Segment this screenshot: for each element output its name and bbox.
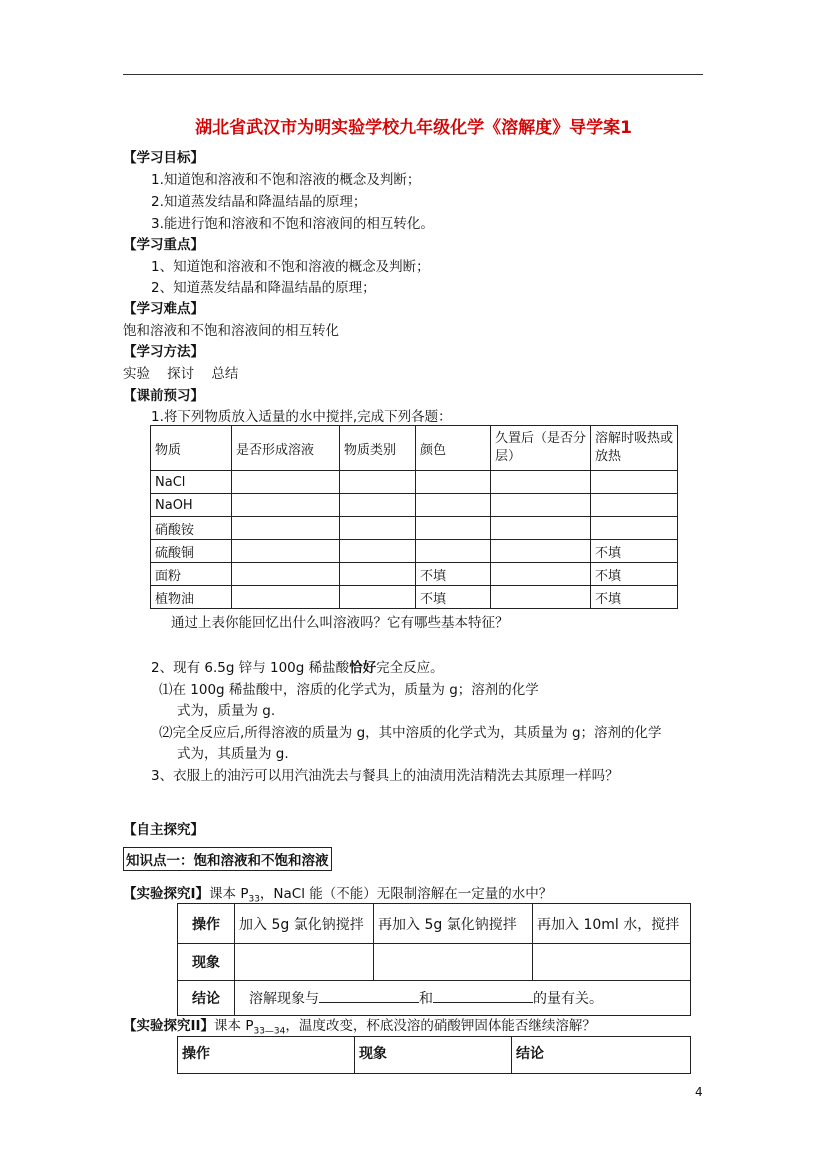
preview-question-2 [151,656,444,676]
table-cell [232,563,340,586]
table-header-cell: 操作 [178,1037,355,1074]
table-cell [491,494,591,517]
goal-item: 2.知道蒸发结晶和降温结晶的原理； [151,194,367,210]
row-label: 操作 [178,904,235,944]
table-cell [416,471,491,494]
fill-blank [319,989,419,1003]
experiment-text: 课本 P [214,1018,254,1034]
table-cell [232,471,340,494]
table-cell [232,586,340,609]
table-header-cell: 物质 [151,426,232,471]
header-cell-text: 久置后（是否分层） [495,431,587,464]
experiment-2-table [177,1036,691,1074]
table-cell: 再加入 5g 氯化钠搅拌 [374,904,533,944]
table-cell [491,471,591,494]
conclusion-cell [235,981,691,1016]
q2-part1: ⑴在 100g 稀盐酸中，溶质的化学式为，质量为 g；溶剂的化学 [159,682,539,698]
table-cell [340,586,416,609]
table-cell: 植物油 [151,586,232,609]
conclusion-text: 溶解现象与 [249,991,319,1007]
table-cell: 不填 [591,586,678,609]
table-cell [491,563,591,586]
table-header-cell: 颜色 [416,426,491,471]
table-header-cell: 物质类别 [340,426,416,471]
table-cell: 硝酸铵 [151,517,232,540]
table-cell: NaOH [151,494,232,517]
experiment-text: ，温度改变，杯底没溶的硝酸钾固体能否继续溶解？ [285,1018,596,1034]
experiment-text: 课本 P [209,886,249,902]
table-cell [491,517,591,540]
table-row [178,904,691,944]
table-cell [591,494,678,517]
table-cell [235,944,374,981]
table-header-cell: 是否形成溶液 [232,426,340,471]
table-row [151,494,678,517]
table-cell: 不填 [416,563,491,586]
q2-text: 2、现有 6.5g 锌与 100g 稀盐酸 [151,660,350,676]
table-row [151,471,678,494]
table-row [151,517,678,540]
conclusion-text: 的量有关。 [533,991,603,1007]
table-cell [491,586,591,609]
page-title: 湖北省武汉市为明实验学校九年级化学《溶解度》导学案1 [195,118,632,138]
keypoints-heading: 【学习重点】 [123,237,204,253]
table-header-cell: 结论 [512,1037,691,1074]
table-row [151,586,678,609]
table-cell: 不填 [591,563,678,586]
q2-text: 完全反应。 [376,660,444,676]
header-rule [123,74,703,75]
table-cell [232,517,340,540]
table-cell [416,517,491,540]
table-cell [416,494,491,517]
experiment-1-prompt [123,882,552,905]
table-cell [340,494,416,517]
goal-item: 3.能进行饱和溶液和不饱和溶液间的相互转化。 [151,216,434,232]
goal-item: 1.知道饱和溶液和不饱和溶液的概念及判断； [151,172,421,188]
q2-part1-cont: 式为，质量为 g. [177,703,276,719]
row-label: 结论 [178,981,235,1016]
keypoint-item: 1、知道饱和溶液和不饱和溶液的概念及判断； [151,259,430,275]
q2-part2-cont: 式为，其质量为 g. [177,746,289,762]
fill-blank [433,989,533,1003]
table-cell: 再加入 10ml 水，搅拌 [533,904,691,944]
table-header-row [151,426,678,471]
table-cell: 不填 [416,586,491,609]
keypoint-item: 2、知道蒸发结晶和降温结晶的原理； [151,280,376,296]
preview-heading: 【课前预习】 [123,388,204,404]
experiment-label: 【实验探究II】 [123,1018,215,1034]
table-cell [491,540,591,563]
table-row [151,563,678,586]
substance-table [150,425,678,609]
table-cell [340,540,416,563]
table-row [178,981,691,1016]
page-number: 4 [695,1085,703,1099]
table-cell: NaCl [151,471,232,494]
table-cell [340,517,416,540]
table-header-row [178,1037,691,1074]
table-cell [591,471,678,494]
preview-question-1: 1.将下列物质放入适量的水中搅拌,完成下列各题： [151,409,452,425]
table-header-cell: 现象 [355,1037,512,1074]
difficulty-heading: 【学习难点】 [123,301,204,317]
table-header-cell [491,426,591,471]
experiment-2-prompt [123,1014,596,1037]
table-cell [533,944,691,981]
conclusion-text: 和 [419,991,433,1007]
table-cell: 面粉 [151,563,232,586]
table-cell: 硫酸铜 [151,540,232,563]
page-subscript: 33—34 [253,1026,286,1037]
method-text: 实验 探讨 总结 [123,366,239,382]
table-cell [591,517,678,540]
table-cell: 不填 [591,540,678,563]
experiment-label: 【实验探究Ⅰ】 [123,886,210,902]
table-cell [340,563,416,586]
method-heading: 【学习方法】 [123,344,204,360]
goals-heading: 【学习目标】 [123,150,204,166]
experiment-1-table [177,903,691,1016]
table-cell: 加入 5g 氯化钠搅拌 [235,904,374,944]
table-row [178,944,691,981]
table-cell [340,471,416,494]
table-cell [232,540,340,563]
preview-followup: 通过上表你能回忆出什么叫溶液吗？它有哪些基本特征？ [171,615,509,631]
difficulty-text: 饱和溶液和不饱和溶液间的相互转化 [123,323,339,339]
row-label: 现象 [178,944,235,981]
experiment-text: ，NaCl 能（不能）无限制溶解在一定量的水中？ [259,886,553,902]
table-cell [374,944,533,981]
table-cell [232,494,340,517]
explore-heading: 【自主探究】 [123,822,204,838]
page-subscript: 33 [248,894,260,905]
knowledge-point-title: 知识点一：饱和溶液和不饱和溶液 [123,847,332,871]
q2-bold-text: 恰好 [349,660,377,676]
q2-part2: ⑵完全反应后,所得溶液的质量为 g，其中溶质的化学式为，其质量为 g；溶剂的化学 [159,725,662,741]
table-header-cell [591,426,678,471]
table-row [151,540,678,563]
header-cell-text: 溶解时吸热或放热 [595,431,674,464]
table-cell [416,540,491,563]
preview-question-3: 3、衣服上的油污可以用汽油洗去与餐具上的油渍用洗洁精洗去其原理一样吗？ [151,768,619,784]
